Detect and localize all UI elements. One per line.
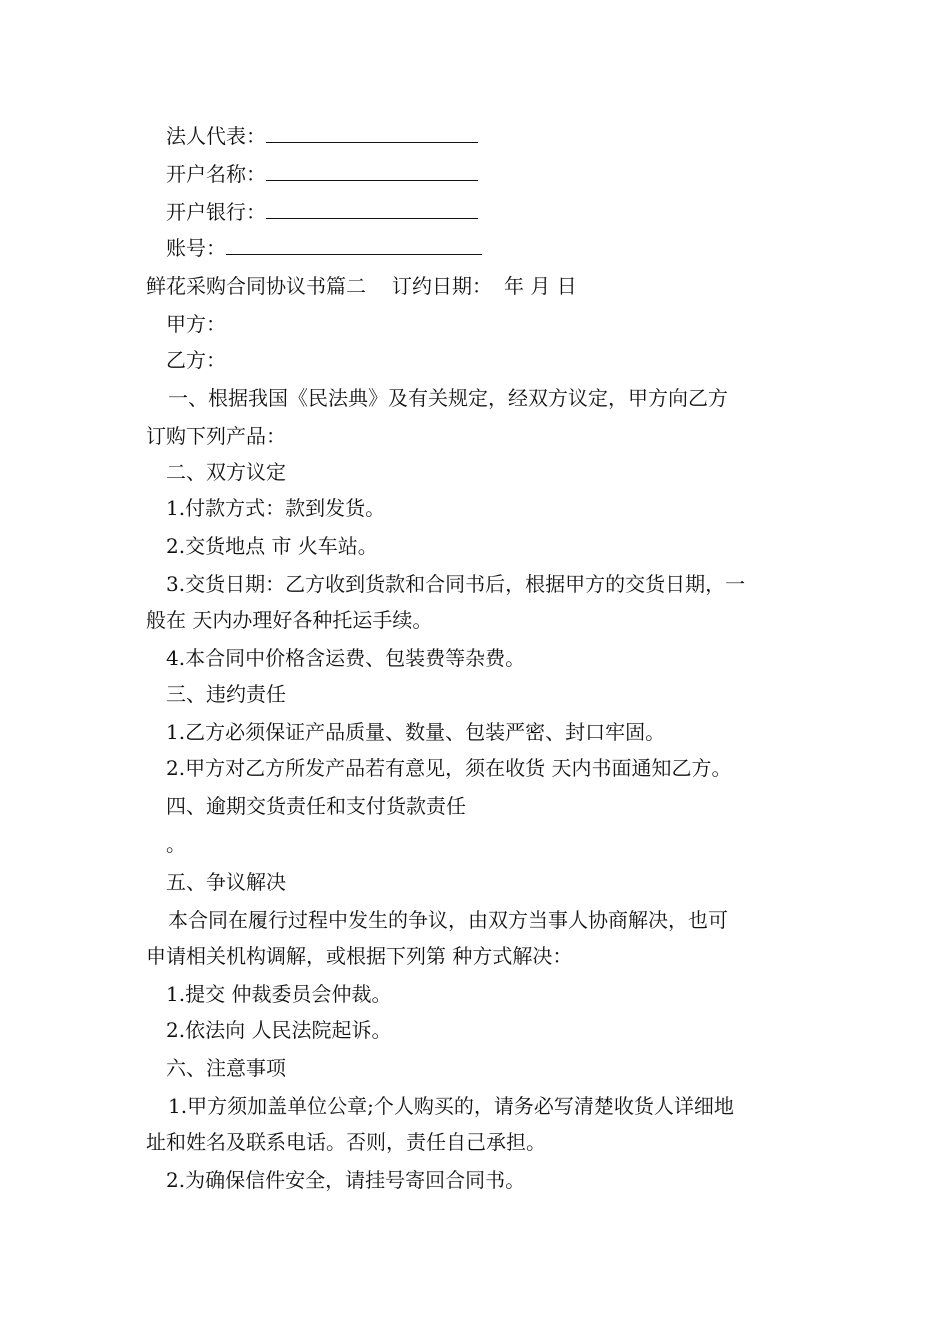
section-5-heading: 五、争议解决 <box>166 870 286 894</box>
date-label: 订约日期： <box>392 274 492 298</box>
section-5-paragraph-line-2: 申请相关机构调解，或根据下列第 种方式解决： <box>146 944 573 968</box>
section-5-item-2: 2.依法向 人民法院起诉。 <box>166 1018 392 1042</box>
section-4-period: 。 <box>166 832 186 856</box>
section-6-item-2: 2.为确保信件安全，请挂号寄回合同书。 <box>166 1168 526 1192</box>
document-title: 鲜花采购合同协议书篇二 <box>146 274 366 298</box>
section-2-item-3-line-1: 3.交货日期：乙方收到货款和合同书后，根据甲方的交货日期，一 <box>166 572 746 596</box>
section-3-item-1: 1.乙方必须保证产品质量、数量、包装严密、封口牢固。 <box>166 720 666 744</box>
paragraph-1-line-2: 订购下列产品： <box>146 424 286 448</box>
account-name-blank <box>266 160 478 181</box>
account-no-label: 账号： <box>166 236 226 260</box>
section-2-item-4: 4.本合同中价格含运费、包装费等杂费。 <box>166 646 526 670</box>
section-4-heading: 四、逾期交货责任和支付货款责任 <box>166 794 466 818</box>
section-3-heading: 三、违约责任 <box>166 682 286 706</box>
party-a: 甲方： <box>166 312 226 336</box>
account-no-field <box>146 234 836 262</box>
section-2-heading: 二、双方议定 <box>166 460 286 484</box>
section-2-item-1: 1.付款方式：款到发货。 <box>166 496 386 520</box>
section-6-item-1-line-2: 址和姓名及联系电话。否则，责任自己承担。 <box>146 1130 546 1154</box>
section-2-item-2: 2.交货地点 市 火车站。 <box>166 534 378 558</box>
paragraph-1-line-1: 一、根据我国《民法典》及有关规定，经双方议定，甲方向乙方 <box>168 386 728 410</box>
legal-rep-blank <box>266 122 478 143</box>
party-b: 乙方： <box>166 348 226 372</box>
bank-blank <box>266 198 478 219</box>
legal-rep-field <box>146 122 836 150</box>
account-name-label: 开户名称： <box>166 162 266 186</box>
account-name-field <box>146 160 836 188</box>
account-no-blank <box>226 234 482 255</box>
section-2-item-3-line-2: 般在 天内办理好各种托运手续。 <box>146 608 433 632</box>
date-value: 年 月 日 <box>504 274 577 298</box>
section-5-item-1: 1.提交 仲裁委员会仲裁。 <box>166 982 392 1006</box>
bank-label: 开户银行： <box>166 200 266 224</box>
section-3-item-2: 2.甲方对乙方所发产品若有意见，须在收货 天内书面通知乙方。 <box>166 756 732 780</box>
section-6-item-1-line-1: 1.甲方须加盖单位公章;个人购买的，请务必写清楚收货人详细地 <box>168 1094 734 1118</box>
title-line <box>146 272 816 300</box>
section-6-heading: 六、注意事项 <box>166 1056 286 1080</box>
section-5-paragraph-line-1: 本合同在履行过程中发生的争议，由双方当事人协商解决，也可 <box>168 908 728 932</box>
legal-rep-label: 法人代表： <box>166 124 266 148</box>
bank-field <box>146 198 836 226</box>
